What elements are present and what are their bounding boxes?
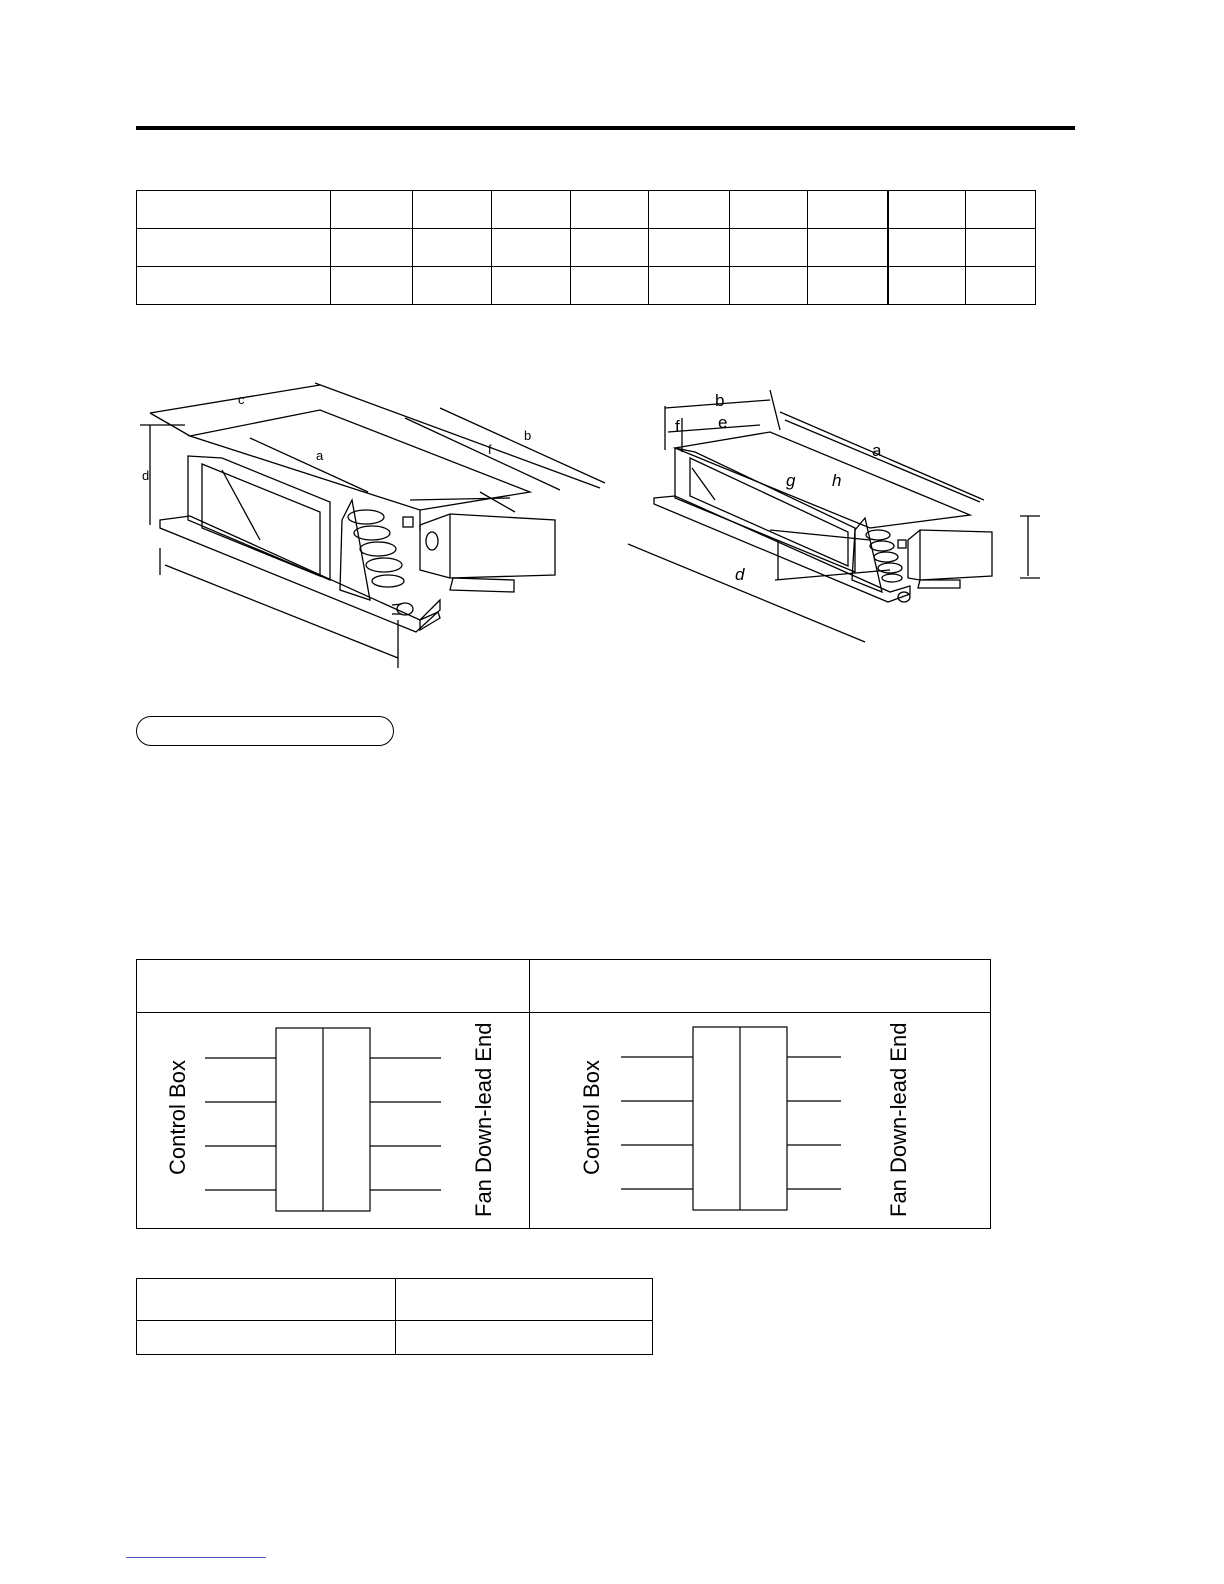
table-cell [396, 1321, 653, 1355]
table-cell [492, 267, 571, 305]
bottom-table [136, 1278, 653, 1355]
dim-label-d: d [142, 468, 150, 483]
table-cell [966, 229, 1036, 267]
section-label-pill [136, 716, 394, 746]
wiring-header-rule [137, 1012, 990, 1013]
table-cell [137, 191, 331, 229]
table-row [137, 191, 1036, 229]
table-cell [331, 267, 413, 305]
spec-table [136, 190, 1036, 305]
dim-label-h: h [832, 471, 842, 490]
table-cell [137, 229, 331, 267]
footer-rule [126, 1557, 266, 1558]
table-cell [571, 267, 649, 305]
terminal-block-left [197, 1020, 457, 1220]
dim-label-d: d [735, 565, 745, 584]
table-cell [137, 1279, 396, 1321]
table-cell [966, 267, 1036, 305]
table-cell [413, 229, 492, 267]
table-cell [649, 229, 730, 267]
table-cell [413, 191, 492, 229]
table-cell [649, 267, 730, 305]
table-cell [492, 191, 571, 229]
dim-label-a: a [316, 448, 324, 463]
table-cell [730, 191, 808, 229]
table-cell [730, 267, 808, 305]
table-cell [808, 229, 888, 267]
dim-label-f: f [675, 417, 680, 436]
control-box-label: Control Box [165, 1060, 190, 1175]
table-row [137, 267, 1036, 305]
table-cell [396, 1279, 653, 1321]
table-cell [966, 191, 1036, 229]
table-cell [730, 229, 808, 267]
fan-down-lead-label: Fan Down-lead End [471, 1022, 496, 1217]
table-row [137, 229, 1036, 267]
table-cell [888, 229, 966, 267]
wiring-divider [529, 960, 530, 1228]
dim-label-f: f [488, 442, 492, 457]
table-row [137, 1321, 653, 1355]
dim-label-b: b [715, 391, 725, 410]
control-box-label: Control Box [579, 1060, 604, 1175]
unit-diagram-right [620, 380, 1060, 670]
dim-label-a: a [872, 441, 882, 460]
dim-label-c: c [238, 392, 245, 407]
fan-down-lead-label: Fan Down-lead End [886, 1022, 911, 1217]
table-cell [888, 191, 966, 229]
table-cell [571, 229, 649, 267]
table-cell [571, 191, 649, 229]
terminal-block-right [613, 1018, 873, 1218]
table-cell [492, 229, 571, 267]
dim-label-b: b [524, 428, 532, 443]
table-cell [808, 191, 888, 229]
table-cell [888, 267, 966, 305]
table-cell [137, 267, 331, 305]
table-cell [331, 229, 413, 267]
table-cell [649, 191, 730, 229]
wiring-table [136, 959, 991, 1229]
dim-label-e: e [718, 413, 728, 432]
table-cell [413, 267, 492, 305]
table-cell [808, 267, 888, 305]
header-rule [136, 126, 1075, 130]
dim-label-g: g [786, 471, 796, 490]
table-cell [331, 191, 413, 229]
table-row [137, 1279, 653, 1321]
table-cell [137, 1321, 396, 1355]
unit-diagram-left [120, 380, 620, 680]
